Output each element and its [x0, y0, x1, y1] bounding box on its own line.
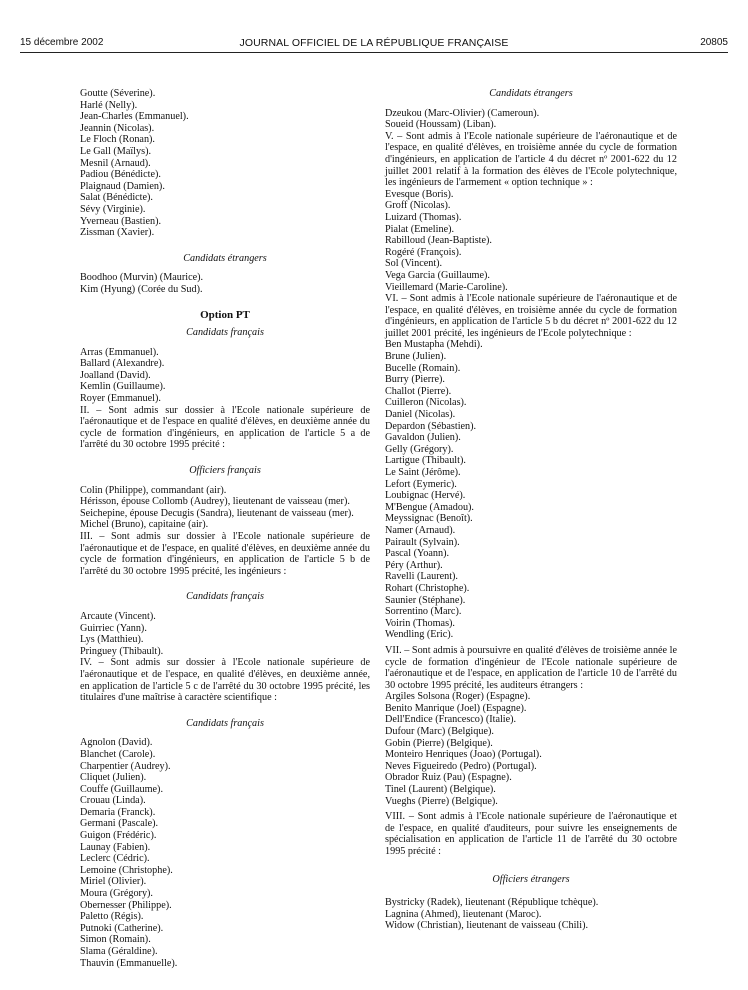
list-item: Rogéré (François).: [385, 246, 462, 258]
list-item: Pialat (Emeline).: [385, 223, 455, 235]
list-item: Ballard (Alexandre).: [80, 358, 165, 370]
list-item: Brune (Julien).: [385, 351, 447, 363]
list-item: Wendling (Eric).: [385, 629, 454, 641]
list-item: Argiles Solsona (Roger) (Espagne).: [385, 691, 531, 703]
name-list: [80, 347, 370, 405]
name-list: [80, 272, 370, 295]
list-item: Bucelle (Romain).: [385, 362, 461, 374]
list-item: Simon (Romain).: [80, 934, 151, 946]
list-item: Moura (Grégory).: [80, 888, 153, 900]
name-list: [385, 189, 677, 293]
left-column: [80, 88, 370, 969]
list-item: Pascal (Yoann).: [385, 548, 450, 560]
paragraph-vii: VII. – Sont admis à poursuivre en qualité d'élèves de troisième année le cycle de formation d'ingénieur de l'Ecole nationale supérieure de l'aéronautique et de l'espace, en application de l'article 10 de l'arrêté du 30 octobre 1995 précité, les auditeurs étrangers :: [385, 644, 677, 691]
list-item: Le Gall (Maïlys).: [80, 145, 152, 157]
list-item: Padiou (Bénédicte).: [80, 169, 161, 181]
list-item: Ben Mustapha (Mehdi).: [385, 339, 483, 351]
list-item: Kemlin (Guillaume).: [80, 381, 166, 393]
list-item: Vieillemard (Marie-Caroline).: [385, 281, 508, 293]
list-item: Couffe (Guillaume).: [80, 783, 163, 795]
list-item: Jean-Charles (Emmanuel).: [80, 111, 189, 123]
list-item: Dzeukou (Marc-Olivier) (Cameroun).: [385, 107, 540, 119]
list-item: Lys (Matthieu).: [80, 634, 144, 646]
list-item: Burry (Pierre).: [385, 374, 445, 386]
list-item: Groff (Nicolas).: [385, 200, 451, 212]
list-item: Obrador Ruiz (Pau) (Espagne).: [385, 772, 512, 784]
list-item: Soueid (Houssam) (Liban).: [385, 119, 497, 131]
list-item: Yverneau (Bastien).: [80, 215, 162, 227]
list-item: Boodhoo (Murvin) (Maurice).: [80, 272, 204, 284]
list-item: Pringuey (Thibault).: [80, 645, 164, 657]
list-item: Saunier (Stéphane).: [385, 594, 466, 606]
list-item: Gavaldon (Julien).: [385, 432, 461, 444]
list-item: Rabilloud (Jean-Baptiste).: [385, 235, 492, 247]
list-item: Evesque (Boris).: [385, 188, 454, 200]
header-title: JOURNAL OFFICIEL DE LA RÉPUBLIQUE FRANÇAISE: [239, 37, 509, 49]
paragraph-vi: VI. – Sont admis à l'Ecole nationale supérieure de l'aéronautique et de l'espace, en qualité d'élèves, en troisième année du cycle de formation d'ingénieurs, en application de l'article 5 b du décret nº 2001-622 du 12 juillet 2001 précité, les ingénieurs de l'Ecole polytechnique :: [385, 293, 677, 339]
paragraph-iv: IV. – Sont admis sur dossier à l'Ecole nationale supérieure de l'aéronautique et de l'espace, en qualité d'élèves, en deuxième année, en application de l'article 5 c de l'arrêté du 30 octobre 1995 précité, les titulaires d'une maîtrise à caractère scientifique :: [80, 657, 370, 704]
name-list: [385, 897, 677, 932]
list-item: Gobin (Pierre) (Belgique).: [385, 737, 493, 749]
list-item: Rohart (Christophe).: [385, 582, 470, 594]
name-list: [385, 108, 677, 131]
list-item: Leclerc (Cédric).: [80, 853, 150, 865]
list-item: Goutte (Séverine).: [80, 88, 156, 99]
list-item: Paletto (Régis).: [80, 911, 144, 923]
list-item: Mesnil (Arnaud).: [80, 157, 151, 169]
list-item: Sol (Vincent).: [385, 258, 443, 270]
list-item: Neves Figueiredo (Pedro) (Portugal).: [385, 760, 537, 772]
section-heading: Candidats français: [186, 327, 264, 339]
list-item: Le Saint (Jérôme).: [385, 467, 461, 478]
section-heading: Candidats étrangers: [489, 88, 573, 99]
section-heading: Officiers français: [189, 465, 261, 477]
list-item: Cuilleron (Nicolas).: [385, 397, 467, 409]
list-item: Namer (Arnaud).: [385, 524, 456, 536]
list-item: M'Bengue (Amadou).: [385, 501, 474, 513]
list-item: Charpentier (Audrey).: [80, 760, 171, 772]
name-list: [385, 691, 677, 807]
right-column: [385, 88, 677, 932]
list-item: Lartigue (Thibault).: [385, 455, 466, 467]
section-heading: Candidats étrangers: [183, 252, 267, 264]
officer-list: [80, 485, 370, 531]
list-item: Pairault (Sylvain).: [385, 536, 460, 548]
list-item: Daniel (Nicolas).: [385, 409, 456, 421]
list-item: Benito Manrique (Joel) (Espagne).: [385, 702, 527, 714]
list-item: Agnolon (David).: [80, 737, 153, 749]
list-item: Jeannin (Nicolas).: [80, 122, 155, 134]
list-item: Tinel (Laurent) (Belgique).: [385, 784, 496, 796]
name-list: [80, 611, 370, 657]
list-item: Germani (Pascale).: [80, 818, 159, 830]
header-rule: [20, 52, 728, 53]
section-heading: Candidats français: [186, 717, 264, 729]
running-header: [20, 37, 728, 51]
list-item: Péry (Arthur).: [385, 559, 443, 571]
list-item: Le Floch (Ronan).: [80, 134, 155, 146]
list-item: Guigon (Frédéric).: [80, 830, 157, 842]
list-item: Bystricky (Radek), lieutenant (République tchèque).: [385, 897, 599, 909]
list-item: Plaignaud (Damien).: [80, 180, 165, 192]
list-item: Royer (Emmanuel).: [80, 393, 161, 405]
list-item: Putnoki (Catherine).: [80, 922, 164, 934]
list-item: Voirin (Thomas).: [385, 617, 455, 629]
list-item: Crouau (Linda).: [80, 795, 146, 807]
list-item: Luizard (Thomas).: [385, 211, 462, 223]
name-list: [80, 88, 370, 239]
name-list: [385, 339, 677, 640]
list-item: Michel (Bruno), capitaine (air).: [80, 519, 209, 531]
list-item: Joalland (David).: [80, 369, 151, 381]
list-item: Arcaute (Vincent).: [80, 610, 156, 622]
list-item: Seichepine, épouse Decugis (Sandra), lieutenant de vaisseau (mer).: [80, 507, 354, 519]
list-item: Kim (Hyung) (Corée du Sud).: [80, 283, 203, 295]
list-item: Widow (Christian), lieutenant de vaisseau (Chili).: [385, 920, 589, 932]
list-item: Meyssignac (Benoît).: [385, 513, 473, 525]
header-page-number: 20805: [700, 37, 728, 48]
list-item: Loubignac (Hervé).: [385, 490, 466, 502]
list-item: Guirriec (Yann).: [80, 622, 147, 634]
list-item: Miriel (Olivier).: [80, 876, 147, 888]
list-item: Lemoine (Christophe).: [80, 864, 173, 876]
paragraph-ii: II. – Sont admis sur dossier à l'Ecole nationale supérieure de l'aéronautique et de l'espace en qualité d'élèves, en deuxième année du cycle de formation d'ingénieurs, en application de l'article 5 a de l'arrêté du 30 octobre 1995 précité :: [80, 404, 370, 451]
list-item: Ravelli (Laurent).: [385, 571, 458, 583]
paragraph-viii: VIII. – Sont admis à l'Ecole nationale supérieure de l'aéronautique et de l'espace, en qualité d'auditeurs, pour suivre les enseignements de spécialisation en application de l'article 11 de l'arrêté du 30 octobre 1995 précité :: [385, 811, 677, 857]
section-heading: Officiers étrangers: [492, 873, 570, 885]
paragraph-v: V. – Sont admis à l'Ecole nationale supérieure de l'aéronautique et de l'espace, en qualité d'élèves, en troisième année du cycle de formation d'ingénieurs, en application de l'article 4 du décret nº 2001-622 du 12 juillet 2001 relatif à la formation des élèves de l'Ecole polytechnique, les ingénieurs de l'armement « option technique » :: [385, 130, 677, 189]
header-date: 15 décembre 2002: [20, 37, 104, 48]
list-item: Zissman (Xavier).: [80, 227, 155, 239]
list-item: Vueghs (Pierre) (Belgique).: [385, 795, 498, 807]
paragraph-iii: III. – Sont admis sur dossier à l'Ecole nationale supérieure de l'aéronautique et de l'espace, en qualité d'élèves, en deuxième année du cycle de formation d'ingénieurs, en application de l'article 5 b de l'arrêté du 30 octobre 1995 précité, les ingénieurs :: [80, 531, 370, 577]
list-item: Depardon (Sébastien).: [385, 420, 477, 432]
list-item: Arras (Emmanuel).: [80, 346, 159, 358]
name-list: [80, 737, 370, 969]
list-item: Dufour (Marc) (Belgique).: [385, 726, 494, 738]
option-heading: Option PT: [200, 308, 250, 321]
list-item: Launay (Fabien).: [80, 841, 151, 853]
list-item: Monteiro Henriques (Joao) (Portugal).: [385, 749, 542, 761]
list-item: Hérisson, épouse Collomb (Audrey), lieutenant de vaisseau (mer).: [80, 496, 350, 508]
list-item: Sorrentino (Marc).: [385, 606, 462, 618]
list-item: Slama (Géraldine).: [80, 946, 158, 957]
list-item: Demaria (Franck).: [80, 806, 156, 818]
list-item: Blanchet (Carole).: [80, 748, 156, 760]
list-item: Harlé (Nelly).: [80, 99, 138, 111]
list-item: Cliquet (Julien).: [80, 772, 147, 784]
list-item: Obernesser (Philippe).: [80, 899, 172, 911]
list-item: Colin (Philippe), commandant (air).: [80, 484, 227, 496]
list-item: Lagnina (Ahmed), lieutenant (Maroc).: [385, 908, 542, 920]
list-item: Salat (Bénédicte).: [80, 192, 153, 204]
list-item: Dell'Endice (Francesco) (Italie).: [385, 714, 517, 726]
section-heading: Candidats français: [186, 591, 264, 603]
list-item: Sévy (Virginie).: [80, 203, 146, 215]
list-item: Thauvin (Emmanuelle).: [80, 957, 178, 969]
list-item: Vega Garcia (Guillaume).: [385, 269, 490, 281]
list-item: Lefort (Eymeric).: [385, 478, 457, 490]
list-item: Gelly (Grégory).: [385, 443, 454, 455]
list-item: Challot (Pierre).: [385, 385, 452, 397]
